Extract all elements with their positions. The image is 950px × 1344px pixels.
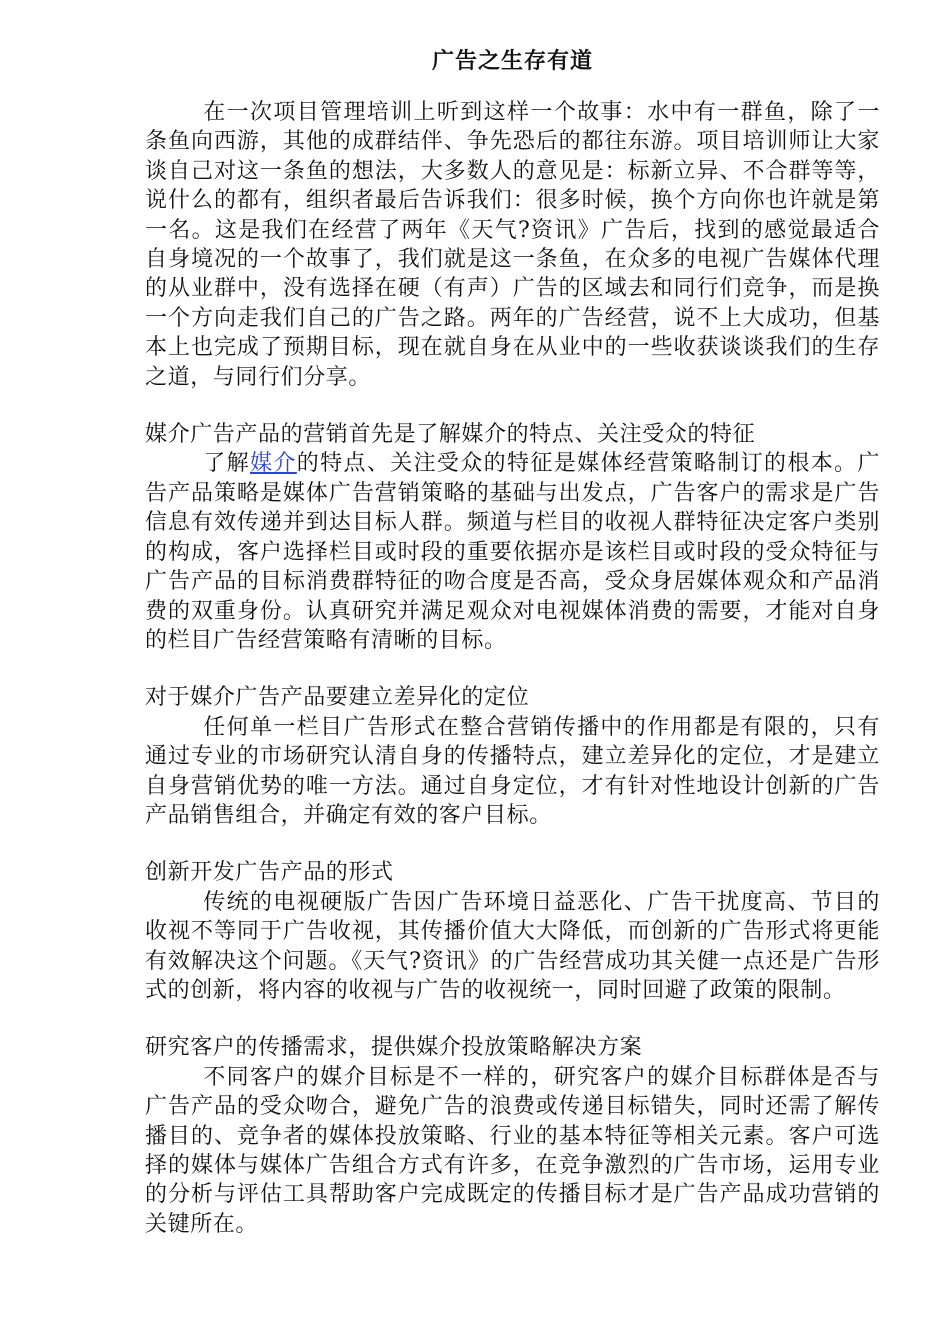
section-paragraph: 传统的电视硬版广告因广告环境日益恶化、广告干扰度高、节目的收视不等同于广告收视，其传播价值大大降低，而创新的广告形式将更能有效解决这个问题。《天气?资讯》的广告经营成功其关健一点还是广告形式的创新，将内容的收视与广告的收视统一，同时回避了政策的限制。: [145, 889, 880, 1003]
section-heading: 创新开发广告产品的形式: [145, 860, 394, 886]
section-heading: 媒介广告产品的营销首先是了解媒介的特点、关注受众的特征: [145, 422, 756, 448]
paragraph-prefix-text: 了解: [203, 451, 251, 477]
section-differentiation: [145, 683, 880, 830]
intro-paragraph: 在一次项目管理培训上听到这样一个故事：水中有一群鱼，除了一条鱼向西游，其他的成群结伴、争先恐后的都往东游。项目培训师让大家谈自己对这一条鱼的想法，大多数人的意见是：标新立异、不合群等等，说什么的都有，组织者最后告诉我们：很多时候，换个方向你也许就是第一名。这是我们在经营了两年《天气?资讯》广告后，找到的感觉最适合自身境况的一个故事了，我们就是这一条鱼，在众多的电视广告媒体代理的从业群中，没有选择在硬（有声）广告的区域去和同行们竞争，而是换一个方向走我们自己的广告之路。两年的广告经营，说不上大成功，但基本上也完成了预期目标，现在就自身在从业中的一些收获谈谈我们的生存之道，与同行们分享。: [145, 100, 880, 390]
section-paragraph: 不同客户的媒介目标是不一样的，研究客户的媒介目标群体是否与广告产品的受众吻合，避免广告的浪费或传递目标错失，同时还需了解传播目的、竞争者的媒体投放策略、行业的基本特征等相关元素。客户可选择的媒体与媒体广告组合方式有许多，在竞争激烈的广告市场，运用专业的分析与评估工具帮助客户完成既定的传播目标才是广告产品成功营销的关键所在。: [145, 1064, 880, 1237]
section-paragraph: 任何单一栏目广告形式在整合营销传播中的作用都是有限的，只有通过专业的市场研究认清自身的传播特点，建立差异化的定位，才是建立自身营销优势的唯一方法。通过自身定位，才有针对性地设计创新的广告产品销售组合，并确定有效的客户目标。: [145, 714, 880, 828]
section-client-needs: [145, 1033, 880, 1239]
section-paragraph: [145, 449, 880, 655]
document-title: 广告之生存有道: [431, 49, 593, 74]
intro-section: [145, 98, 880, 392]
section-media-features: [145, 420, 880, 655]
paragraph-text: 的特点、关注受众的特征是媒体经营策略制订的根本。广告产品策略是媒体广告营销策略的基础与出发点，广告客户的需求是广告信息有效传递并到达目标人群。频道与栏目的收视人群特征决定客户类别的构成，客户选择栏目或时段的重要依据亦是该栏目或时段的受众特征与广告产品的目标消费群特征的吻合度是否高，受众身居媒体观众和产品消费的双重身份。认真研究并满足观众对电视媒体消费的需要，才能对自身的栏目广告经营策略有清晰的目标。: [145, 451, 881, 653]
section-innovation: [145, 858, 880, 1005]
media-link[interactable]: 媒介: [250, 451, 297, 477]
section-heading: 对于媒介广告产品要建立差异化的定位: [145, 685, 530, 711]
section-heading: 研究客户的传播需求，提供媒介投放策略解决方案: [145, 1035, 643, 1061]
document-body: [145, 44, 880, 1267]
